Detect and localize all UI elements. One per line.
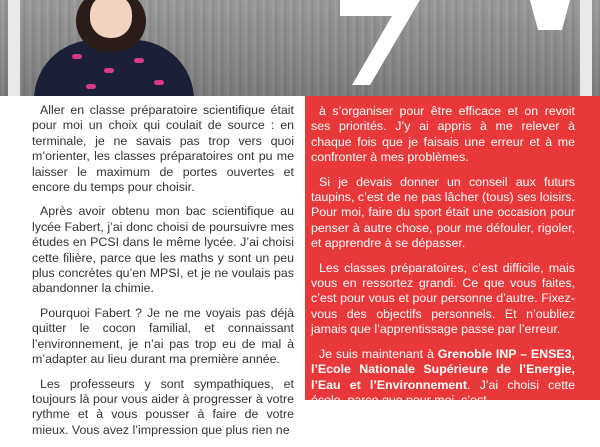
paragraph-organization: à s’organiser pour être efficace et on revoit ses priorités. J’y ai appris à me relever à chaque fois que je faisais une erreur et à me confronter à mes problèmes.: [311, 104, 575, 165]
paragraph-prep-choice: Aller en classe préparatoire scientifique était pour moi un choix qui coulait de source : en terminale, je ne savais pas trop vers quoi m’orienter, les classes préparatoires ont pu me laisser le maximum de portes ouvertes et encore du temps pour choisir.: [32, 103, 294, 195]
paragraph-prep-difficult: Les classes préparatoires, c’est difficile, mais vous en ressortez grandi. Ce que vous faites, c’est pour vous et pour personne d’autre. Fixez-vous des objectifs personnels. Et n’oubliez jamais que l’apprentissage passe par l’erreur.: [311, 260, 575, 337]
school-intro-text: Je suis maintenant à: [319, 346, 438, 361]
paragraph-advice: Si je devais donner un conseil aux futurs taupins, c’est de ne pas lâcher (tous) ses loisirs. Pour moi, faire du sport était une occasion pour penser à autre chose, pour me défouler, rigoler, et apprendre à se dépasser.: [311, 174, 575, 251]
photo-frame-left: [8, 0, 20, 96]
school-name: Grenoble INP – ENSE3, l’Ecole Nationale Supérieure de l’Energie, l’Eau et l’Environnement: [311, 346, 575, 392]
article-right-column: [305, 96, 600, 407]
person-face: [90, 0, 132, 38]
header-photo: [0, 0, 600, 96]
paragraph-pcsi-choice: Après avoir obtenu mon bac scientifique au lycée Fabert, j’ai donc choisi de poursuivre mes études en PCSI dans le même lycée. J’ai choisi cette filière, parce que les maths y sont un peu plus concrètes qu’en MPSI, et je ne voulais pas abandonner la chimie.: [32, 204, 294, 296]
wall-sign-graphic: [300, 0, 600, 96]
paragraph-professors: Les professeurs y sont sympathiques, et toujours là pour vous aider à progresser à votre rythme et à vous pousser à faire de votre mieux. Vous avez l’impression que plus rien ne: [32, 376, 294, 437]
paragraph-current-school: [311, 347, 575, 409]
article-left-column: [32, 103, 294, 447]
school-reason-text: . J’ai choisi cette école, parce que pour moi, c’est: [311, 377, 576, 407]
paragraph-why-fabert: Pourquoi Fabert ? Je ne me voyais pas déjà quitter le cocon familial, et connaissant l’environnement, je n’ai pas trop eu de mal à m’adapter au lieu durant ma première année.: [32, 305, 294, 367]
